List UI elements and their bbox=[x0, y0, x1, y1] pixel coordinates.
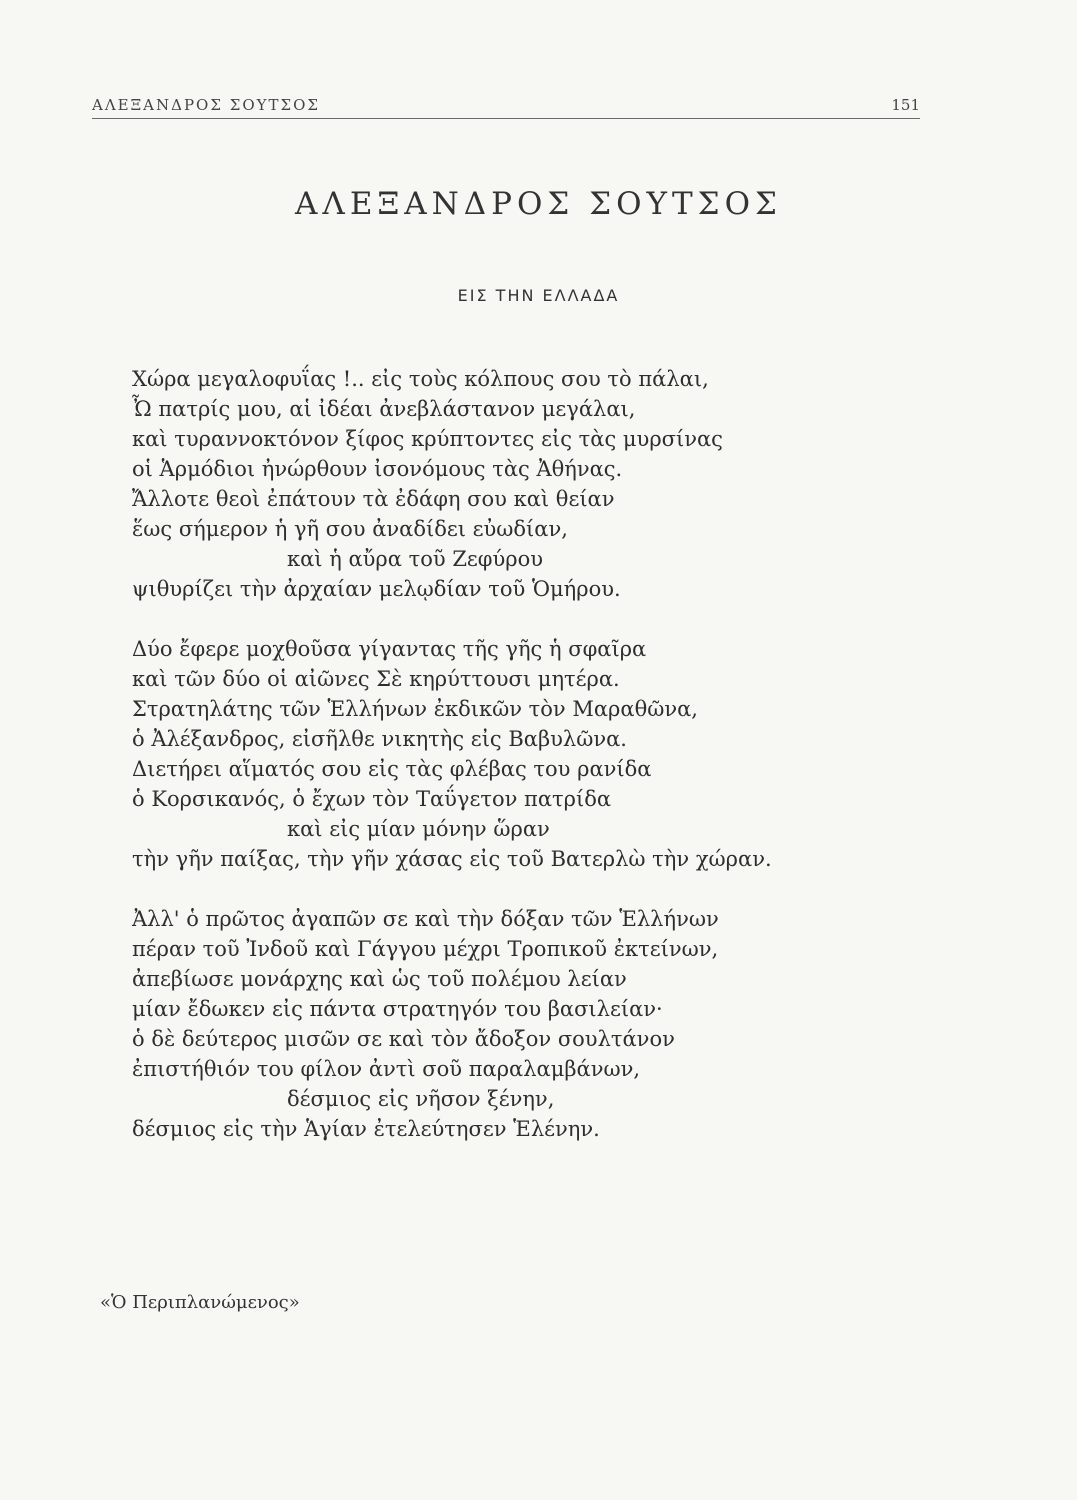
poem-line: Ὦ πατρίς μου, αἱ ἰδέαι ἀνεβλάστανον μεγάλαι, bbox=[132, 397, 636, 421]
poem-line: ἕως σήμερον ἡ γῆ σου ἀναδίδει εὐωδίαν, bbox=[132, 517, 568, 541]
poem-line: Δύο ἔφερε μοχθοῦσα γίγαντας τῆς γῆς ἡ σφαῖρα bbox=[132, 637, 647, 661]
poem-line: οἱ Ἁρμόδιοι ἠνώρθουν ἰσονόμους τὰς Ἀθήνας. bbox=[132, 457, 623, 481]
poem-line: Ἄλλοτε θεοὶ ἐπάτουν τὰ ἐδάφη σου καὶ θείαν bbox=[132, 487, 615, 511]
poem-line: Ἀλλ' ὁ πρῶτος ἀγαπῶν σε καὶ τὴν δόξαν τῶν Ἑλλήνων bbox=[132, 907, 719, 931]
poem-line: Στρατηλάτης τῶν Ἑλλήνων ἐκδικῶν τὸν Μαραθῶνα, bbox=[132, 697, 698, 721]
poem-line-indented: δέσμιος εἰς νῆσον ξένην, bbox=[287, 1087, 555, 1111]
stanza-3 bbox=[132, 904, 932, 1144]
stanza-1 bbox=[132, 364, 932, 604]
poem-line-indented: καὶ ἡ αὔρα τοῦ Ζεφύρου bbox=[287, 547, 544, 571]
author-title: ΑΛΕΞΑΝΔΡΟΣ ΣΟΥΤΣΟΣ bbox=[295, 186, 782, 222]
poem-line: ὁ Κορσικανός, ὁ ἔχων τὸν Ταΰγετον πατρίδα bbox=[132, 787, 612, 811]
poem-line: καὶ τυραννοκτόνον ξίφος κρύπτοντες εἰς τὰς μυρσίνας bbox=[132, 427, 723, 451]
page-number: 151 bbox=[891, 96, 920, 114]
poem-line: καὶ τῶν δύο οἱ αἰῶνες Σὲ κηρύττουσι μητέρα. bbox=[132, 667, 620, 691]
poem-line-indented: καὶ εἰς μίαν μόνην ὥραν bbox=[287, 817, 550, 841]
poem-line: ἐπιστήθιόν του φίλον ἀντὶ σοῦ παραλαμβάνων, bbox=[132, 1057, 641, 1081]
poem-body bbox=[132, 364, 932, 1174]
poem-line: πέραν τοῦ Ἰνδοῦ καὶ Γάγγου μέχρι Τροπικοῦ ἐκτείνων, bbox=[132, 937, 719, 961]
source-caption: «Ὁ Περιπλανώμενος» bbox=[100, 1292, 300, 1313]
poem-line: τὴν γῆν παίξας, τὴν γῆν χάσας εἰς τοῦ Βατερλὼ τὴν χώραν. bbox=[132, 847, 772, 871]
stanza-2 bbox=[132, 634, 932, 874]
poem-line: δέσμιος εἰς τὴν Ἁγίαν ἐτελεύτησεν Ἑλένην. bbox=[132, 1117, 600, 1141]
poem-line: ἀπεβίωσε μονάρχης καὶ ὡς τοῦ πολέμου λείαν bbox=[132, 967, 627, 991]
poem-line: ὁ Ἀλέξανδρος, εἰσῆλθε νικητὴς εἰς Βαβυλῶνα. bbox=[132, 727, 627, 751]
running-header bbox=[92, 96, 920, 119]
poem-line: Χώρα μεγαλοφυΐας !.. εἰς τοὺς κόλπους σου τὸ πάλαι, bbox=[132, 367, 709, 391]
poem-title: ΕΙΣ ΤΗΝ ΕΛΛΑΔΑ bbox=[457, 286, 620, 305]
poem-line: ψιθυρίζει τὴν ἀρχαίαν μελῳδίαν τοῦ Ὁμήρου. bbox=[132, 577, 621, 601]
poem-line: μίαν ἔδωκεν εἰς πάντα στρατηγόν του βασιλείαν· bbox=[132, 997, 663, 1021]
poem-line: Διετήρει αἵματός σου εἰς τὰς φλέβας του ρανίδα bbox=[132, 757, 652, 781]
poem-line: ὁ δὲ δεύτερος μισῶν σε καὶ τὸν ἄδοξον σουλτάνον bbox=[132, 1027, 675, 1051]
running-title: ΑΛΕΞΑΝΔΡΟΣ ΣΟΥΤΣΟΣ bbox=[92, 96, 321, 114]
